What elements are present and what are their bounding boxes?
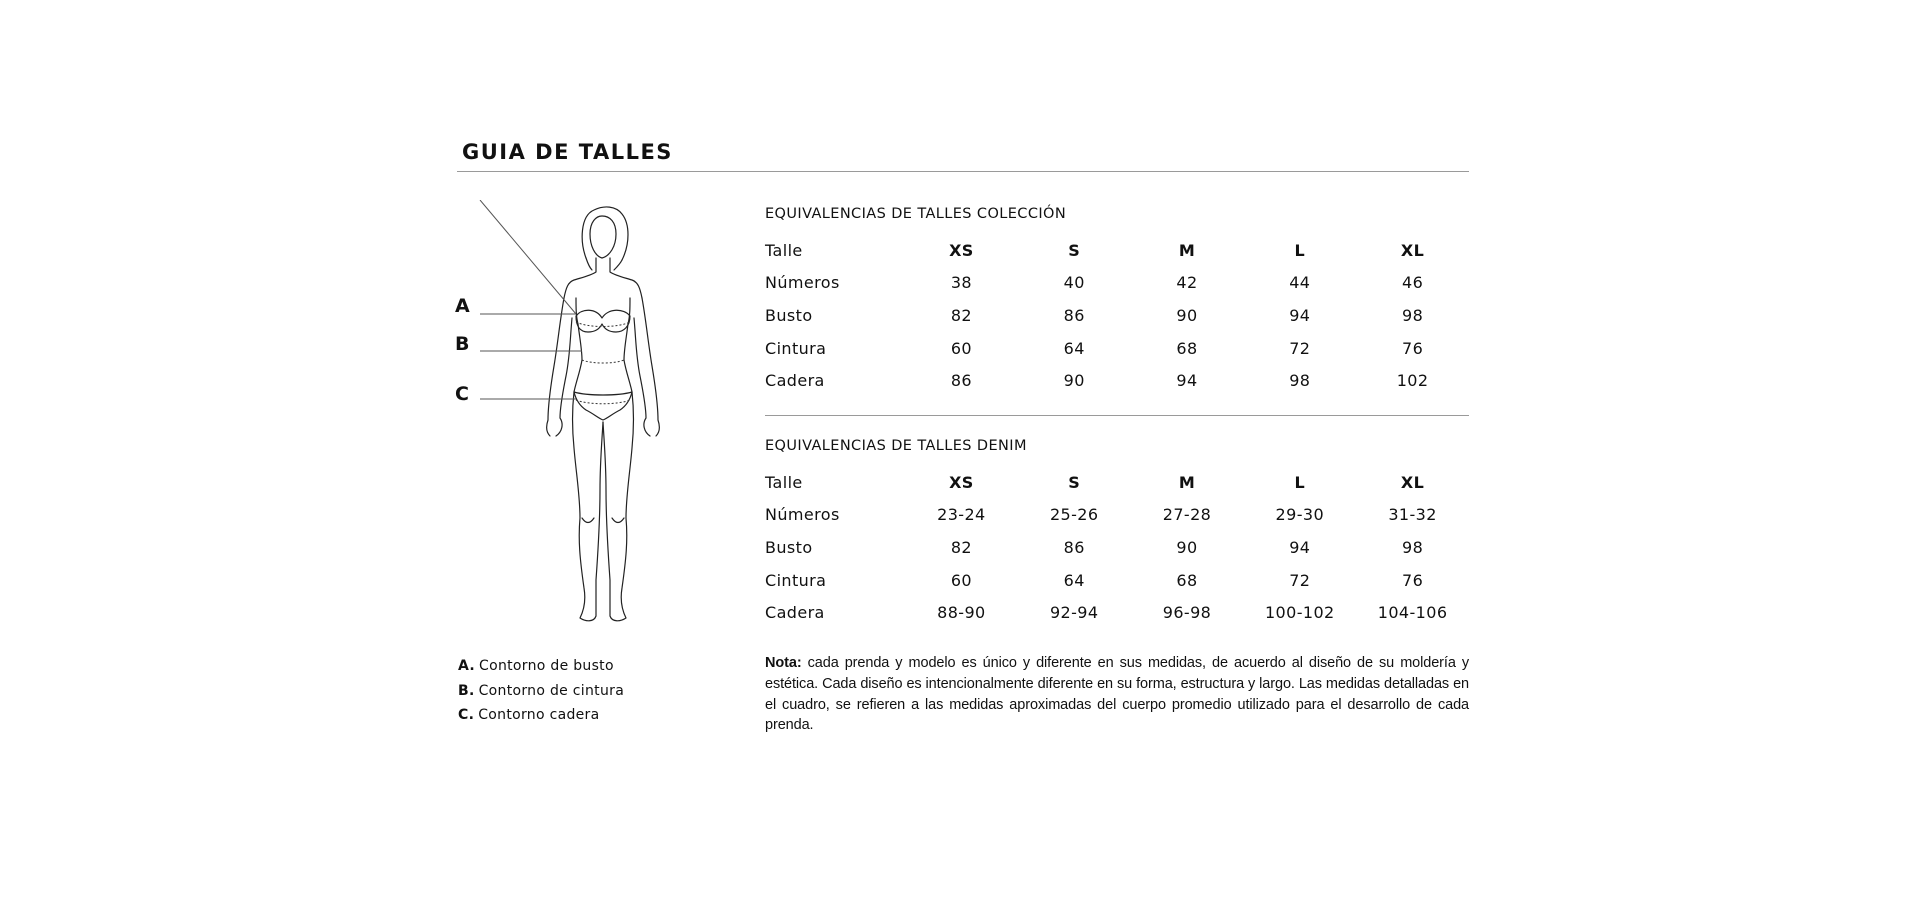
size-header: M xyxy=(1178,472,1196,492)
table-header-row xyxy=(765,466,1469,499)
table-row xyxy=(765,364,1469,397)
table-cell: 98 xyxy=(1402,305,1424,325)
table-cell: 64 xyxy=(1063,570,1085,590)
table-cell: 31-32 xyxy=(1388,505,1437,525)
table-cell: 42 xyxy=(1176,273,1198,293)
size-header: XL xyxy=(1400,472,1425,492)
size-table xyxy=(765,234,1469,397)
table-cell: 72 xyxy=(1289,338,1311,358)
row-label: Cadera xyxy=(765,371,825,391)
table-cell: 98 xyxy=(1289,371,1311,391)
table-cell: 82 xyxy=(950,537,972,557)
row-label: Talle xyxy=(765,472,803,492)
table-cell: 25-26 xyxy=(1049,505,1099,525)
table-cell: 102 xyxy=(1396,371,1429,391)
row-label: Talle xyxy=(765,240,803,260)
measurement-legend xyxy=(458,654,624,728)
table-cell: 86 xyxy=(950,371,972,391)
table-divider xyxy=(765,415,1469,416)
table-row xyxy=(765,531,1469,564)
marker-c: C xyxy=(455,383,469,405)
size-header: XS xyxy=(949,240,974,260)
table-cell: 40 xyxy=(1063,273,1085,293)
table-cell: 76 xyxy=(1402,338,1424,358)
table-cell: 82 xyxy=(950,305,972,325)
note-text: cada prenda y modelo es único y diferente en sus medidas, de acuerdo al diseño de su moldería y estética. Cada diseño es intencionalmente diferente en su forma, estructura y largo. Las medidas detalladas en el cuadro, se refieren a las medidas aproximadas del cuerpo promedio utilizado para el desarrollo de cada prenda. xyxy=(765,655,1470,734)
table-row xyxy=(765,564,1469,597)
collection-size-table xyxy=(765,206,1469,397)
note-label: Nota: xyxy=(765,655,802,671)
female-silhouette-illustration xyxy=(440,200,700,630)
legend-key: A. xyxy=(458,658,476,674)
size-header: XS xyxy=(949,472,974,492)
legend-text: Contorno de cintura xyxy=(478,682,625,699)
legend-item xyxy=(458,679,624,704)
row-label: Cintura xyxy=(765,338,827,358)
table-cell: 23-24 xyxy=(937,505,986,525)
table-cell: 60 xyxy=(950,338,972,358)
table-cell: 86 xyxy=(1063,537,1085,557)
body-figure xyxy=(440,200,700,630)
legend-text: Contorno cadera xyxy=(478,707,600,723)
table-row xyxy=(765,499,1469,532)
table-cell: 38 xyxy=(950,273,972,293)
table-cell: 76 xyxy=(1402,570,1424,590)
table-cell: 96-98 xyxy=(1162,603,1212,623)
table-cell: 46 xyxy=(1402,273,1424,293)
table-cell: 86 xyxy=(1063,305,1085,325)
size-note xyxy=(765,653,1469,736)
table-cell: 44 xyxy=(1289,273,1311,293)
table-row xyxy=(765,596,1469,629)
table-header-row xyxy=(765,234,1469,267)
legend-key: B. xyxy=(458,682,475,699)
table-cell: 68 xyxy=(1176,338,1198,358)
legend-item xyxy=(458,703,624,728)
size-header: L xyxy=(1294,240,1306,260)
size-header: M xyxy=(1178,240,1196,260)
table-cell: 94 xyxy=(1176,371,1198,391)
legend-key: C. xyxy=(458,707,475,723)
size-header: S xyxy=(1068,240,1081,260)
table-cell: 60 xyxy=(950,570,972,590)
table-cell: 29-30 xyxy=(1275,505,1325,525)
table-cell: 90 xyxy=(1176,305,1198,325)
marker-a: A xyxy=(455,295,470,317)
bust-leader-line xyxy=(480,200,576,314)
table-cell: 104-106 xyxy=(1377,603,1448,623)
table-cell: 72 xyxy=(1289,570,1311,590)
table-cell: 98 xyxy=(1402,537,1424,557)
table-cell: 94 xyxy=(1289,305,1311,325)
legend-text: Contorno de busto xyxy=(479,658,614,674)
table-cell: 64 xyxy=(1063,338,1085,358)
denim-table-title: EQUIVALENCIAS DE TALLES DENIM xyxy=(765,438,1027,454)
row-label: Números xyxy=(765,273,840,293)
table-cell: 88-90 xyxy=(937,603,986,623)
page-title: GUIA DE TALLES xyxy=(462,140,673,164)
denim-size-table xyxy=(765,438,1469,629)
size-header: L xyxy=(1294,472,1306,492)
row-label: Busto xyxy=(765,305,813,325)
table-cell: 27-28 xyxy=(1162,505,1212,525)
size-table xyxy=(765,466,1469,629)
row-label: Cadera xyxy=(765,603,825,623)
table-row xyxy=(765,332,1469,365)
collection-table-title: EQUIVALENCIAS DE TALLES COLECCIÓN xyxy=(765,206,1067,222)
table-cell: 92-94 xyxy=(1049,603,1099,623)
marker-b: B xyxy=(455,333,470,355)
size-header: S xyxy=(1068,472,1081,492)
table-cell: 94 xyxy=(1289,537,1311,557)
row-label: Busto xyxy=(765,537,813,557)
legend-item xyxy=(458,654,624,679)
title-divider xyxy=(457,171,1469,172)
row-label: Números xyxy=(765,505,840,525)
table-row xyxy=(765,299,1469,332)
table-cell: 68 xyxy=(1176,570,1198,590)
table-cell: 100-102 xyxy=(1264,603,1335,623)
table-row xyxy=(765,267,1469,300)
table-cell: 90 xyxy=(1176,537,1198,557)
row-label: Cintura xyxy=(765,570,827,590)
table-cell: 90 xyxy=(1063,371,1085,391)
size-header: XL xyxy=(1400,240,1425,260)
